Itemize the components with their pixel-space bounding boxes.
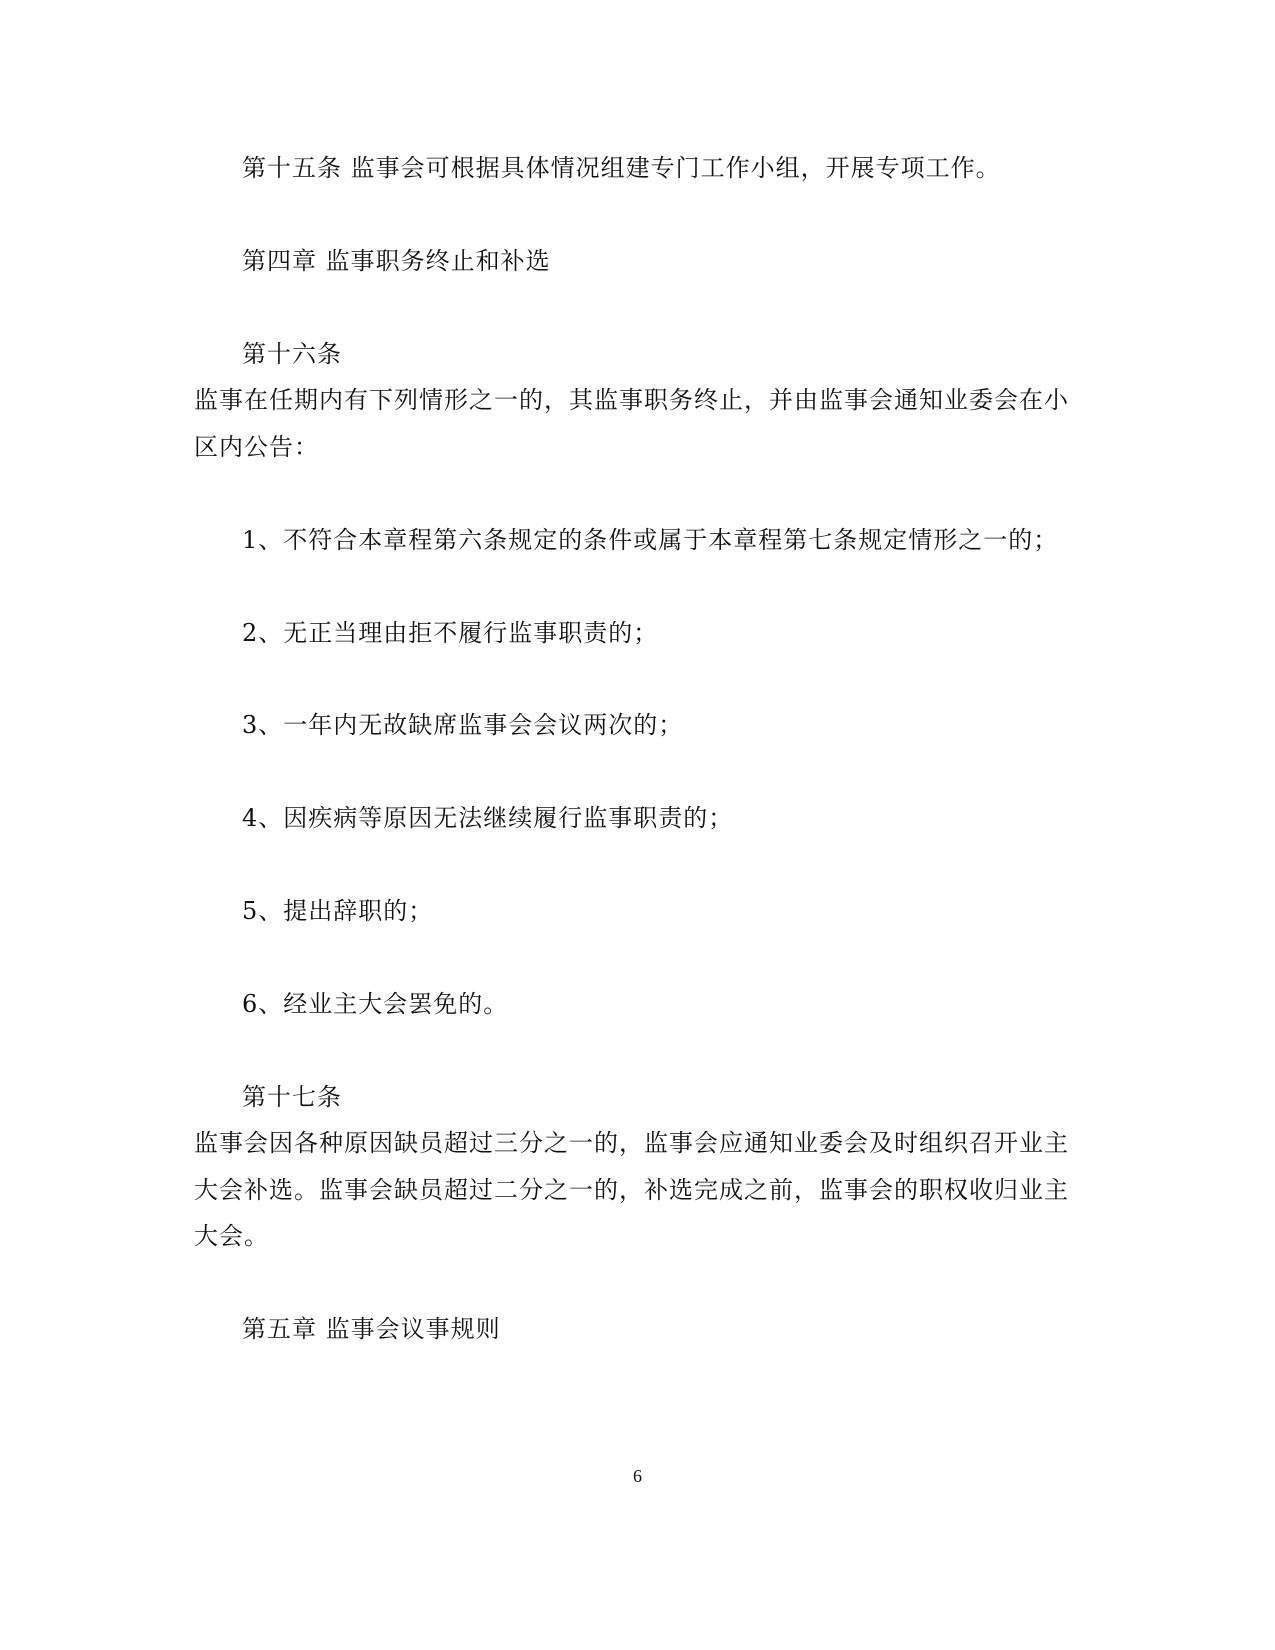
article-17-body-line-2: 大会补选。监事会缺员超过二分之一的，补选完成之前，监事会的职权收归业主 (194, 1176, 1069, 1204)
article-15: 第十五条 监事会可根据具体情况组建专门工作小组，开展专项工作。 (242, 154, 1001, 182)
article-16-item-6: 6、经业主大会罢免的。 (242, 990, 509, 1018)
chapter-4-heading: 第四章 监事职务终止和补选 (242, 247, 551, 275)
article-16-item-1: 1、不符合本章程第六条规定的条件或属于本章程第七条规定情形之一的； (242, 526, 1059, 554)
article-16-heading: 第十六条 (242, 340, 342, 368)
article-16-body-line-1: 监事在任期内有下列情形之一的，其监事职务终止，并由监事会通知业委会在小 (194, 386, 1069, 414)
chapter-5-heading: 第五章 监事会议事规则 (242, 1315, 501, 1343)
article-16-item-5: 5、提出辞职的； (242, 897, 434, 925)
article-17-body-line-1: 监事会因各种原因缺员超过三分之一的，监事会应通知业委会及时组织召开业主 (194, 1129, 1069, 1157)
article-16-item-4: 4、因疾病等原因无法继续履行监事职责的； (242, 804, 734, 832)
article-16-item-2: 2、无正当理由拒不履行监事职责的； (242, 619, 659, 647)
article-16-item-3: 3、一年内无故缺席监事会会议两次的； (242, 711, 684, 739)
article-17-body-line-3: 大会。 (194, 1222, 269, 1250)
article-16-body-line-2: 区内公告： (194, 433, 319, 461)
article-17-heading: 第十七条 (242, 1083, 342, 1111)
page-number: 6 (633, 1466, 642, 1486)
